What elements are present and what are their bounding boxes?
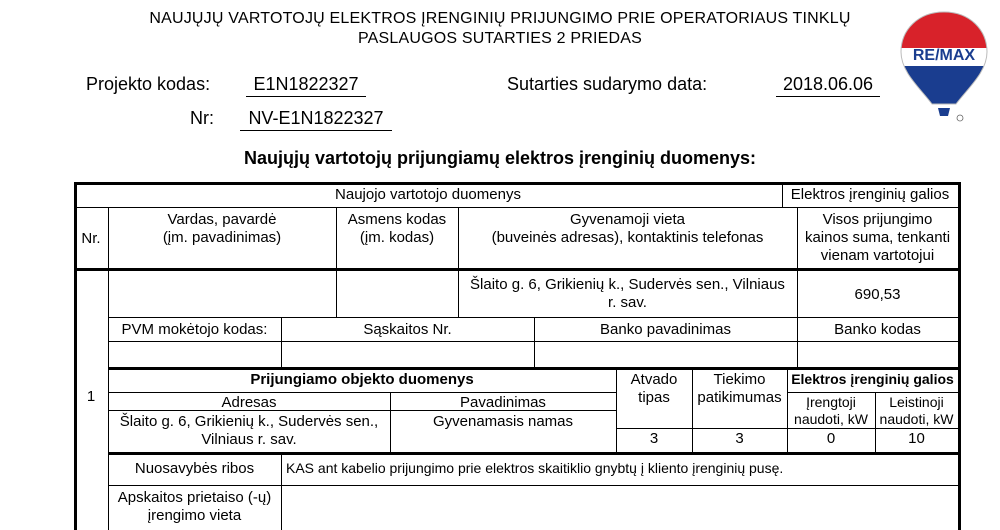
branch-type-value: 3 [649,430,659,447]
col-nr-header: Nr. [81,230,101,247]
power-group-header: Elektros įrenginių galios [791,371,954,387]
contract-date-value: 2018.06.06 [776,74,880,97]
object-address-value: Šlaito g. 6, Grikienių k., Sudervės sen., Vilniaus r. sav. [119,413,379,448]
group-power-header: Elektros įrenginių galios [790,186,950,203]
col-address-header: Gyvenamoji vieta (buveinės adresas), kontaktinis telefonas [491,211,764,246]
object-data-header: Prijungiamo objekto duomenys [250,371,474,388]
nr-value: NV-E1N1822327 [240,108,392,131]
vat-code-label: PVM mokėtojo kodas: [121,321,268,338]
row-price: 690,53 [854,286,901,303]
section-title: Naujųjų vartotojų prijungiamų elektros įrenginių duomenys: [243,148,757,168]
group-user-header: Naujojo vartotojo duomenys [335,186,521,203]
nr-label: Nr: [190,108,214,128]
reliability-header: Tiekimo patikimumas [697,371,782,406]
branch-type-header: Atvado tipas [630,371,678,406]
account-number-label: Sąskaitos Nr. [363,321,452,338]
document-title-line2: PASLAUGOS SUTARTIES 2 PRIEDAS [357,30,643,47]
reliability-value: 3 [735,430,744,447]
installed-power-header: Įrengtoji naudoti, kW [794,394,868,427]
contract-date-label: Sutarties sudarymo data: [507,74,708,94]
object-name-label: Pavadinimas [460,394,546,411]
installed-power-value: 0 [826,430,836,447]
row-address: Šlaito g. 6, Grikienių k., Sudervės sen., Vilniaus r. sav. [470,276,785,311]
bank-name-label: Banko pavadinimas [600,321,731,338]
ownership-label: Nuosavybės ribos [134,460,255,477]
object-address-label: Adresas [221,394,277,411]
permitted-power-value: 10 [908,430,925,447]
row-nr: 1 [86,388,96,405]
col-code-header: Asmens kodas (įm. kodas) [347,211,447,246]
col-name-header: Vardas, pavardė (įm. pavadinimas) [162,211,282,246]
project-code-label: Projekto kodas: [86,74,211,94]
project-code-value: E1N1822327 [246,74,366,97]
object-name-value: Gyvenamasis namas [432,413,574,430]
permitted-power-header: Leistinoji naudoti, kW [879,394,954,427]
document-title-line1: NAUJŲJŲ VARTOTOJŲ ELEKTROS ĮRENGINIŲ PRIJUNGIMO PRIE OPERATORIAUS TINKLŲ [149,10,851,27]
remax-balloon-logo [898,8,990,124]
col-price-header: Visos prijungimo kainos suma, tenkanti vienam vartotojui [804,211,951,264]
bank-code-label: Banko kodas [834,321,921,338]
meter-location-label: Apskaitos prietaiso (-ų) įrengimo vieta [117,489,272,524]
remax-logo-text: RE/MAX [912,47,976,64]
ownership-value: KAS ant kabelio prijungimo prie elektros skaitiklio gnybtų į kliento įrenginių pusę. [286,460,784,476]
